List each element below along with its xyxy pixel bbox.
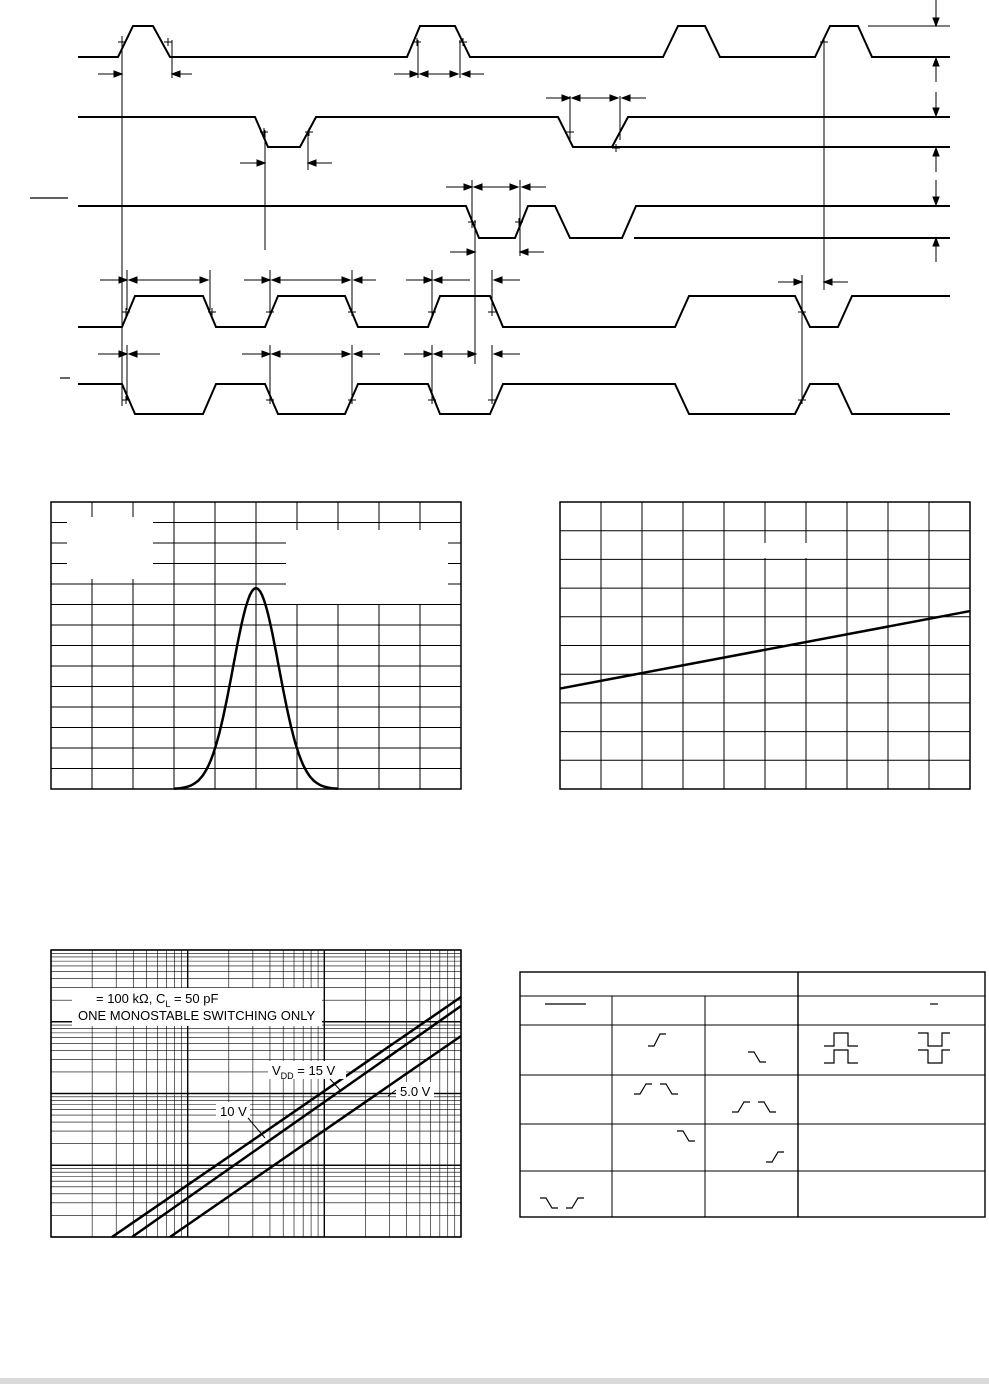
- falling-edge-icon: [660, 1084, 678, 1094]
- loglog-label-line2: ONE MONOSTABLE SWITCHING ONLY: [78, 1008, 316, 1023]
- rising-edge-icon: [566, 1198, 584, 1208]
- linear-chart: [560, 502, 970, 789]
- timing-arrows: [98, 0, 939, 357]
- truth-table: [520, 972, 985, 1217]
- truth-table-frame: [520, 972, 985, 1217]
- curve-label-5v: 5.0 V: [400, 1084, 431, 1099]
- distribution-chart: [51, 502, 461, 789]
- loglog-label-line1: = 100 kΩ, $C_L = 50$ pF: [96, 991, 219, 1009]
- falling-edge-icon: [540, 1198, 558, 1208]
- curve-label-10-leader: [248, 1118, 265, 1138]
- rising-edge-icon: [648, 1034, 666, 1046]
- annotation-box-blank: [741, 543, 845, 558]
- timing-diagram: [30, 0, 950, 414]
- pulse-high-icon: [824, 1033, 858, 1046]
- timing-signal-3: [78, 206, 950, 238]
- falling-edge-icon: [748, 1052, 766, 1062]
- pulse-high-icon: [824, 1050, 858, 1063]
- legend-box-blank: [67, 517, 153, 579]
- pulse-low-icon: [918, 1050, 950, 1063]
- pulse-low-icon: [918, 1033, 950, 1046]
- timing-signal-1: [78, 26, 950, 57]
- timing-signal-2: [78, 117, 950, 147]
- falling-edge-icon: [758, 1102, 776, 1112]
- timing-reference-lines: [122, 0, 950, 406]
- rising-edge-icon: [766, 1152, 784, 1162]
- falling-edge-icon: [677, 1131, 695, 1141]
- truth-table-edge-symbols: [540, 1033, 950, 1208]
- annotation-box-blank: [286, 530, 448, 604]
- timing-signal-5: [78, 384, 950, 414]
- curve-label-15v: $V_{DD} = 15$ V: [272, 1063, 336, 1081]
- curve-label-10v: 10 V: [220, 1104, 247, 1119]
- rising-edge-icon: [732, 1102, 750, 1112]
- footer-rule: [0, 1378, 989, 1384]
- rising-edge-icon: [634, 1084, 652, 1094]
